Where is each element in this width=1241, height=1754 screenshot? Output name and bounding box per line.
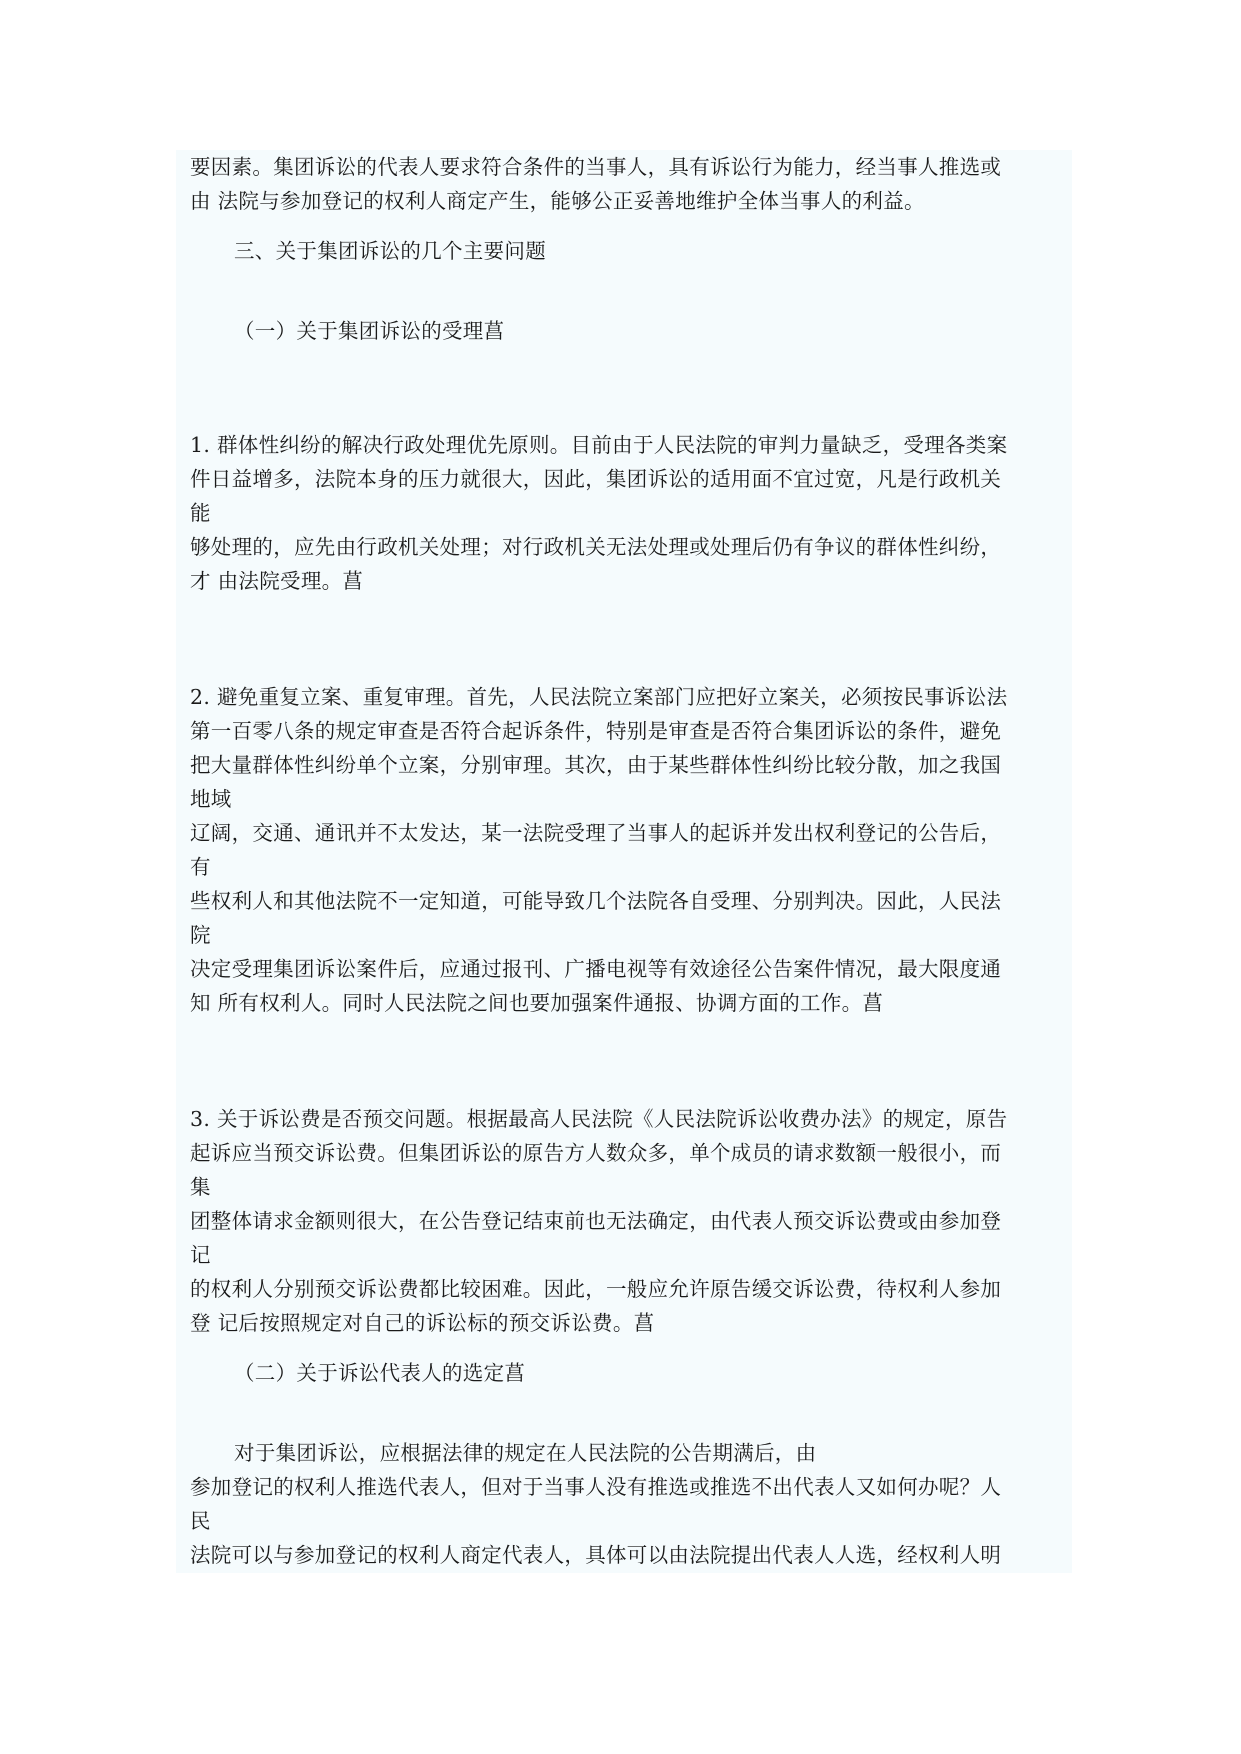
text-line: 些权利人和其他法院不一定知道，可能导致几个法院各自受理、分别判决。因此，人民法	[190, 889, 1002, 913]
text-line: 辽阔，交通、通讯并不太发达，某一法院受理了当事人的起诉并发出权利登记的公告后，	[190, 821, 1002, 845]
text-line: 起诉应当预交诉讼费。但集团诉讼的原告方人数众多，单个成员的请求数额一般很小，而	[190, 1141, 1002, 1165]
text-line: 知 所有权利人。同时人民法院之间也要加强案件通报、协调方面的工作。菖	[190, 991, 884, 1015]
text-line: 3. 关于诉讼费是否预交问题。根据最高人民法院《人民法院诉讼收费办法》的规定，原告	[190, 1107, 1008, 1131]
text-line: 够处理的，应先由行政机关处理；对行政机关无法处理或处理后仍有争议的群体性纠纷，	[190, 535, 1002, 559]
text-line: 2. 避免重复立案、重复审理。首先，人民法院立案部门应把好立案关，必须按民事诉讼法	[190, 685, 1008, 709]
text-line: 民	[190, 1509, 211, 1533]
text-line: 集	[190, 1175, 211, 1199]
text-line: 由 法院与参加登记的权利人商定产生，能够公正妥善地维护全体当事人的利益。	[190, 189, 925, 213]
subsection-heading-2: （二）关于诉讼代表人的选定菖	[234, 1361, 526, 1385]
section-heading-3: 三、关于集团诉讼的几个主要问题	[234, 239, 546, 263]
paragraph-3	[190, 1102, 1060, 1340]
text-line: 能	[190, 501, 211, 525]
text-line: 法院可以与参加登记的权利人商定代表人，具体可以由法院提出代表人人选，经权利人明	[190, 1543, 1002, 1567]
text-line: 的权利人分别预交诉讼费都比较困难。因此，一般应允许原告缓交诉讼费，待权利人参加	[190, 1277, 1002, 1301]
text-line: 件日益增多，法院本身的压力就很大，因此，集团诉讼的适用面不宜过宽，凡是行政机关	[190, 467, 1002, 491]
paragraph-4	[190, 1436, 1060, 1572]
text-line: 参加登记的权利人推选代表人，但对于当事人没有推选或推选不出代表人又如何办呢？人	[190, 1475, 1002, 1499]
text-line: 要因素。集团诉讼的代表人要求符合条件的当事人，具有诉讼行为能力，经当事人推选或	[190, 155, 1002, 179]
paragraph-1	[190, 428, 1060, 598]
text-line: 对于集团诉讼，应根据法律的规定在人民法院的公告期满后，由	[234, 1441, 817, 1465]
text-line: 决定受理集团诉讼案件后，应通过报刊、广播电视等有效途径公告案件情况，最大限度通	[190, 957, 1002, 981]
text-line: 地域	[190, 787, 232, 811]
text-line: 才 由法院受理。菖	[190, 569, 364, 593]
subsection-heading-1: （一）关于集团诉讼的受理菖	[234, 319, 505, 343]
text-line: 有	[190, 855, 211, 879]
text-line: 团整体请求金额则很大，在公告登记结束前也无法确定，由代表人预交诉讼费或由参加登	[190, 1209, 1002, 1233]
text-line: 把大量群体性纠纷单个立案，分别审理。其次，由于某些群体性纠纷比较分散，加之我国	[190, 753, 1002, 777]
paragraph-2	[190, 680, 1060, 1020]
text-line: 登 记后按照规定对自己的诉讼标的预交诉讼费。菖	[190, 1311, 655, 1335]
text-line: 1. 群体性纠纷的解决行政处理优先原则。目前由于人民法院的审判力量缺乏，受理各类案	[190, 433, 1008, 457]
text-line: 院	[190, 923, 211, 947]
text-line: 第一百零八条的规定审查是否符合起诉条件，特别是审查是否符合集团诉讼的条件，避免	[190, 719, 1002, 743]
document-body	[190, 150, 1060, 1572]
text-line: 记	[190, 1243, 211, 1267]
